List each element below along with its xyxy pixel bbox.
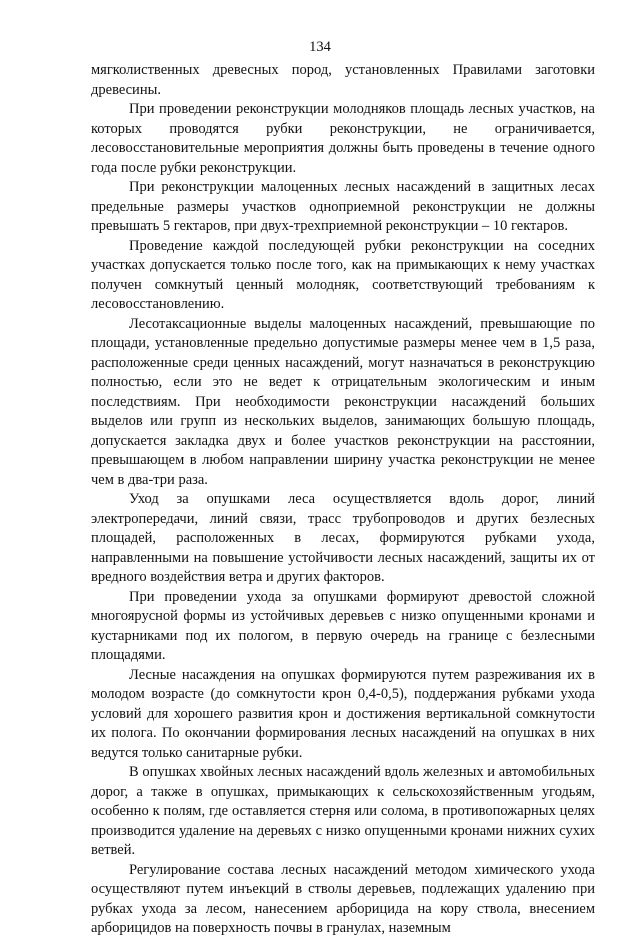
- paragraph: Регулирование состава лесных насаждений методом химического ухода осуществляют путем инъекций в стволы деревьев, подлежащих удалению при рубках ухода за лесом, нанесением арборицида на кору ствола, внесением арборицидов на поверхность почвы в гранулах, наземным: [91, 861, 595, 936]
- paragraph: Уход за опушками леса осуществляется вдоль дорог, линий электропередачи, линий связи, трасс трубопроводов и других безлесных площадей, расположенных в лесах, формируются рубками ухода, направленными на повышение устойчивости лесных насаждений, защиты их от вредного воздействия ветра и других факторов.: [91, 491, 595, 585]
- paragraph: При проведении ухода за опушками формируют древостой сложной многоярусной формы из устойчивых деревьев с низко опущенными кронами и кустарниками под их пологом, в первую очередь на границе с безлесными площадями.: [91, 588, 595, 663]
- paragraph-continuation: мягколиственных древесных пород, установленных Правилами заготовки древесины.: [91, 62, 595, 98]
- paragraph: В опушках хвойных лесных насаждений вдоль железных и автомобильных дорог, а также в опушках, примыкающих к сельскохозяйственным угодьям, особенно к полям, где оставляется стерня или солома, в противопожарных целях производится удаление на деревьях с низко опущенными кронами нижних сухих ветвей.: [91, 764, 595, 858]
- body-text: [91, 61, 595, 939]
- paragraph: Лесные насаждения на опушках формируются путем разреживания их в молодом возрасте (до сомкнутости крон 0,4-0,5), поддержания рубками ухода условий для хорошего развития крон и достижения вертикальной сомкнутости их полога. По окончании формирования лесных насаждений на опушках в них ведутся только санитарные рубки.: [91, 666, 595, 761]
- page-number: 134: [309, 39, 331, 55]
- paragraph: Лесотаксационные выделы малоценных насаждений, превышающие по площади, установленные предельно допустимые размеры менее чем в 1,5 раза, расположенные среди ценных насаждений, могут назначаться в реконструкцию полностью, если это не ведет к отрицательным экологическим и иным последствиям. При необходимости реконструкции насаждений больших выделов или групп из нескольких выделов, занимающих большую площадь, допускается закладка двух и более участков реконструкции на расстоянии, превышающем в любом направлении ширину участка реконструкции не менее чем в два-три раза.: [91, 315, 595, 488]
- paragraph: При проведении реконструкции молодняков площадь лесных участков, на которых проводятся рубки реконструкции, не ограничивается, лесовосстановительные мероприятия должны быть проведены в течение одного года после рубки реконструкции.: [91, 101, 595, 176]
- paragraph: При реконструкции малоценных лесных насаждений в защитных лесах предельные размеры участков одноприемной реконструкции не должны превышать 5 гектаров, при двух-трехприемной реконструкции – 10 гектаров.: [91, 179, 595, 234]
- paragraph: Проведение каждой последующей рубки реконструкции на соседних участках допускается только после того, как на примыкающих к нему участках получен сомкнутый ценный молодняк, соответствующий требованиям к лесовосстановлению.: [91, 237, 595, 312]
